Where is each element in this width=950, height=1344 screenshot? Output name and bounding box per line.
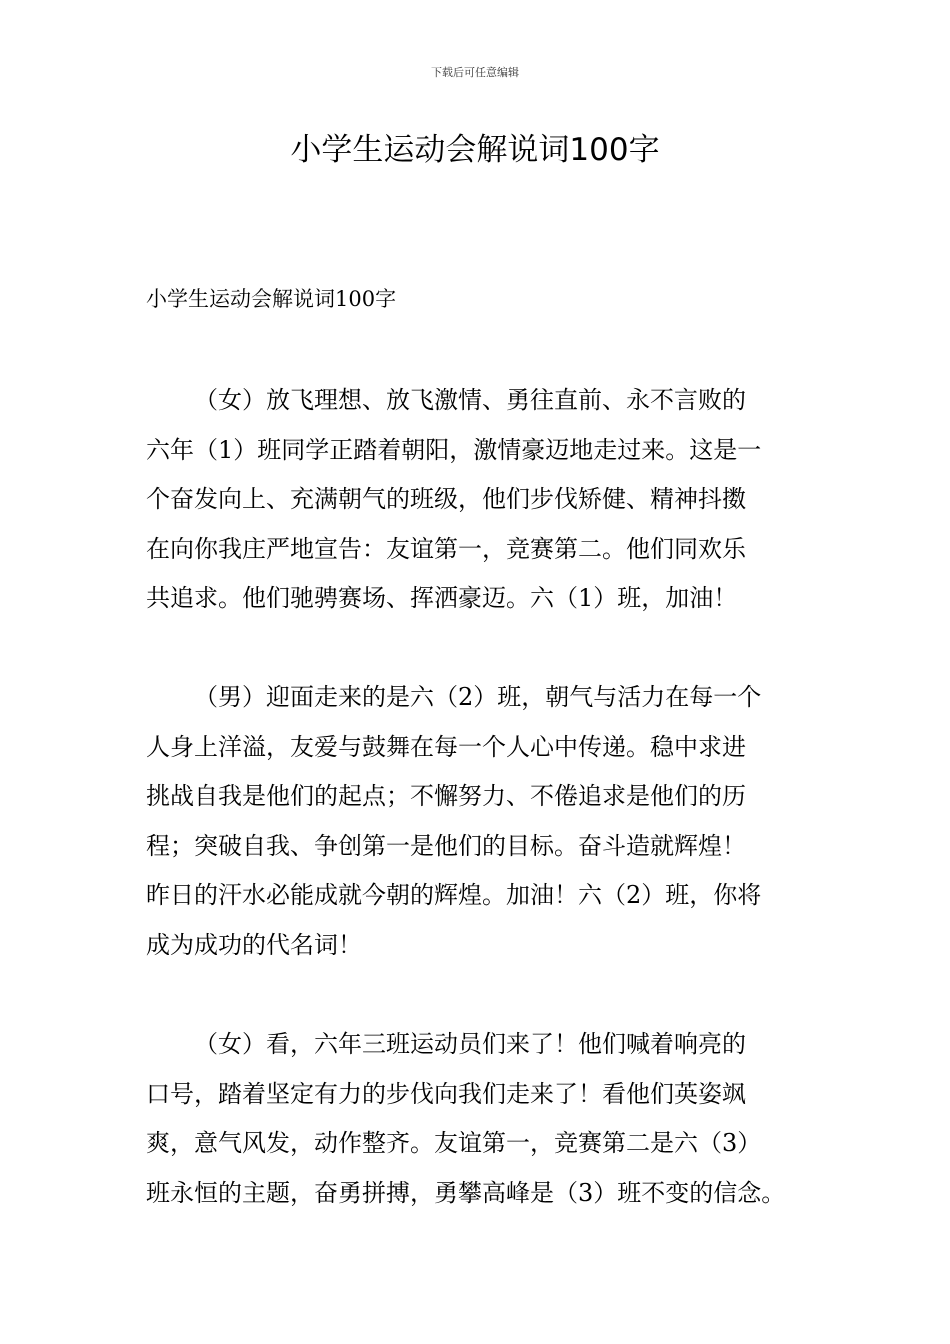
- paragraph-line: （女）放飞理想、放飞激情、勇往直前、永不言败的: [194, 386, 746, 414]
- paragraph-line: 共追求。他们驰骋赛场、挥洒豪迈。六（1）班，加油！: [146, 584, 738, 613]
- paragraph-line: 班永恒的主题，奋勇拼搏，勇攀高峰是（3）班不变的信念。: [146, 1178, 786, 1207]
- paragraph-class-6-3: [146, 1020, 836, 1218]
- paragraph-line: 挑战自我是他们的起点；不懈努力、不倦追求是他们的历: [146, 782, 746, 811]
- paragraph-line: 人身上洋溢，友爱与鼓舞在每一个人心中传递。稳中求进: [146, 732, 746, 761]
- paragraph-line: 六年（1）班同学正踏着朝阳，激情豪迈地走过来。这是一: [146, 435, 762, 464]
- paragraph-line: （女）看，六年三班运动员们来了！他们喊着响亮的: [194, 1030, 746, 1058]
- document-subtitle: 小学生运动会解说词100字: [146, 287, 397, 311]
- paragraph-line: 口号，踏着坚定有力的步伐向我们走来了！看他们英姿飒: [146, 1079, 746, 1108]
- paragraph-class-6-2: [146, 673, 836, 971]
- paragraph-line: 个奋发向上、充满朝气的班级，他们步伐矫健、精神抖擞: [146, 485, 746, 514]
- paragraph-line: 程；突破自我、争创第一是他们的目标。奋斗造就辉煌！: [146, 831, 746, 860]
- paragraph-class-6-1: [146, 376, 836, 624]
- page-header-note: 下载后可任意编辑: [431, 66, 519, 79]
- paragraph-line: （男）迎面走来的是六（2）班，朝气与活力在每一个: [194, 683, 762, 711]
- paragraph-line: 在向你我庄严地宣告：友谊第一，竞赛第二。他们同欢乐: [146, 534, 746, 563]
- paragraph-line: 爽，意气风发，动作整齐。友谊第一，竞赛第二是六（3）: [146, 1129, 762, 1158]
- paragraph-line: 成为成功的代名词！: [146, 930, 362, 959]
- document-title: 小学生运动会解说词100字: [290, 132, 660, 168]
- paragraph-line: 昨日的汗水必能成就今朝的辉煌。加油！六（2）班，你将: [146, 881, 762, 910]
